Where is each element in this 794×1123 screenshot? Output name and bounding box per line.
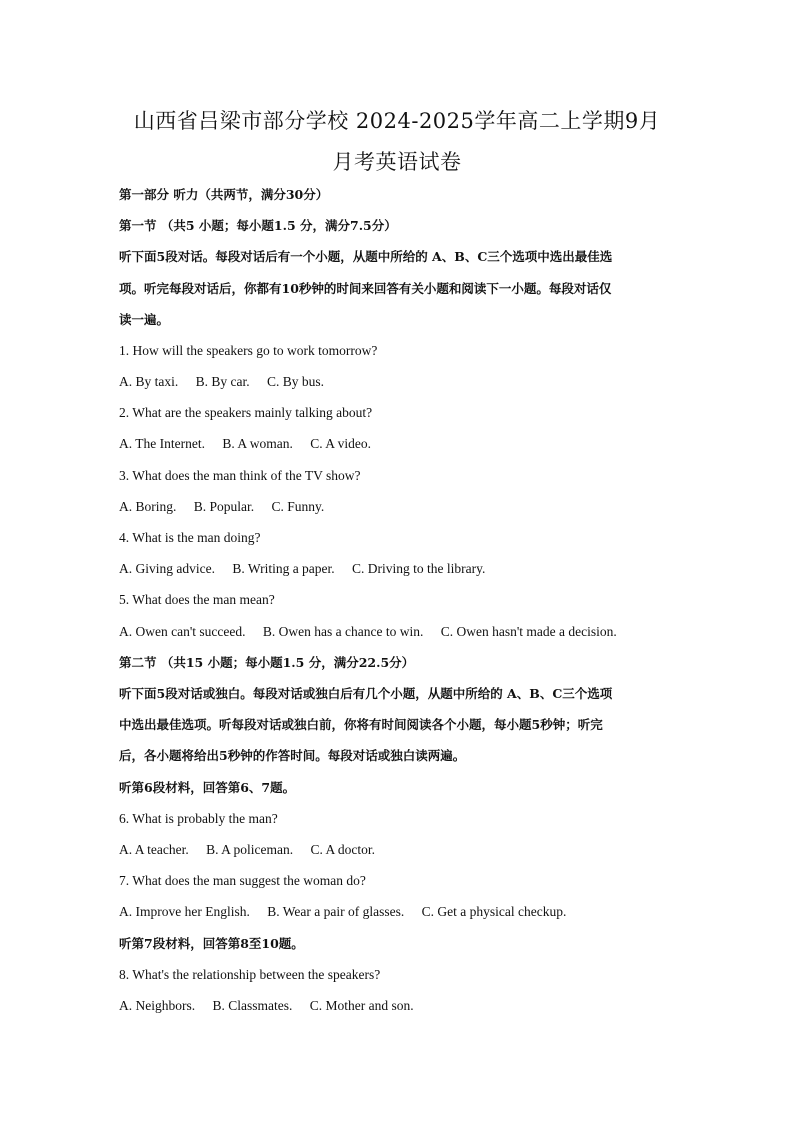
question-5-stem: 5. What does the man mean? [119, 592, 275, 607]
option-b: B. Writing a paper. [232, 561, 335, 576]
option-a: A. Giving advice. [119, 561, 215, 576]
section-2-instruction-line: 后，各小题将给出5秒钟的作答时间。每段对话或独白读两遍。 [119, 748, 466, 763]
option-b: B. By car. [195, 374, 250, 389]
option-b: B. Classmates. [212, 998, 293, 1013]
option-a: A. A teacher. [119, 842, 189, 857]
question-8-stem: 8. What's the relationship between the speakers? [119, 967, 381, 982]
section-1-instruction-line: 读一遍。 [119, 312, 170, 327]
option-c: C. Driving to the library. [352, 561, 486, 576]
question-2-options [119, 435, 689, 453]
option-b: B. Wear a pair of glasses. [267, 904, 405, 919]
section-2-heading: 第二节 （共15 小题；每小题1.5 分，满分22.5分） [119, 655, 415, 670]
option-c: C. Funny. [271, 499, 325, 514]
section-1-instruction-line: 项。听完每段对话后，你都有10秒钟的时间来回答有关小题和阅读下一小题。每段对话仅 [119, 281, 612, 296]
material-6-heading: 听第6段材料，回答第6、7题。 [119, 780, 296, 795]
option-b: B. Popular. [193, 499, 255, 514]
question-2-stem: 2. What are the speakers mainly talking about? [119, 405, 373, 420]
option-b: B. A woman. [222, 436, 293, 451]
option-a: A. Improve her English. [119, 904, 250, 919]
option-c: C. A video. [310, 436, 372, 451]
section-2-instruction-line: 听下面5段对话或独白。每段对话或独白后有几个小题，从题中所给的 A、B、C三个选项 [119, 686, 613, 701]
exam-title-line-1: 山西省吕梁市部分学校 2024-2025学年高二上学期9月 [133, 109, 661, 133]
question-4-stem: 4. What is the man doing? [119, 530, 261, 545]
exam-title-line-2: 月考英语试卷 [332, 150, 462, 174]
section-1-heading: 第一节 （共5 小题；每小题1.5 分，满分7.5分） [119, 218, 397, 233]
option-a: A. Neighbors. [119, 998, 196, 1013]
option-c: C. Mother and son. [309, 998, 414, 1013]
question-5-options [119, 623, 689, 641]
question-1-options [119, 373, 689, 391]
option-c: C. Owen hasn't made a decision. [440, 624, 617, 639]
option-b: B. A policeman. [206, 842, 294, 857]
section-1-instruction-line: 听下面5段对话。每段对话后有一个小题，从题中所给的 A、B、C三个选项中选出最佳选 [119, 249, 613, 264]
option-c: C. Get a physical checkup. [421, 904, 567, 919]
question-4-options [119, 560, 689, 578]
section-2-instruction-line: 中选出最佳选项。听每段对话或独白前，你将有时间阅读各个小题，每小题5秒钟；听完 [119, 717, 603, 732]
option-a: A. Boring. [119, 499, 177, 514]
question-6-options [119, 841, 689, 859]
question-7-options [119, 903, 689, 921]
question-3-stem: 3. What does the man think of the TV show? [119, 468, 361, 483]
option-c: C. A doctor. [310, 842, 375, 857]
part-1-heading: 第一部分 听力（共两节，满分30分） [119, 187, 329, 202]
option-a: A. Owen can't succeed. [119, 624, 246, 639]
question-6-stem: 6. What is probably the man? [119, 811, 278, 826]
question-3-options [119, 498, 689, 516]
option-a: A. The Internet. [119, 436, 205, 451]
question-1-stem: 1. How will the speakers go to work tomorrow? [119, 343, 378, 358]
option-a: A. By taxi. [119, 374, 179, 389]
question-8-options [119, 997, 689, 1015]
question-7-stem: 7. What does the man suggest the woman do? [119, 873, 366, 888]
material-7-heading: 听第7段材料，回答第8至10题。 [119, 936, 304, 951]
option-b: B. Owen has a chance to win. [262, 624, 424, 639]
option-c: C. By bus. [267, 374, 325, 389]
